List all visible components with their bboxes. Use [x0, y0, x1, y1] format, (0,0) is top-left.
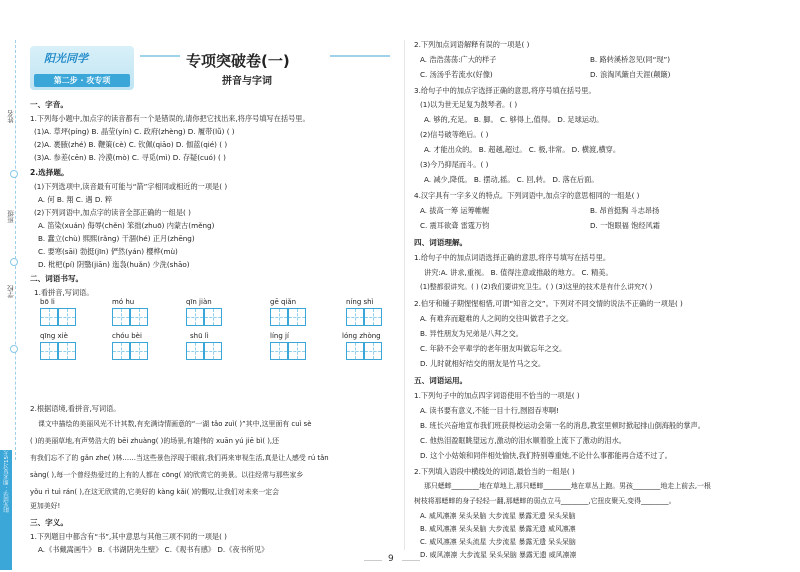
writing-box[interactable]: [270, 308, 288, 326]
class-field-label: 班级: [7, 210, 15, 223]
writing-box[interactable]: [58, 308, 76, 326]
option: D. 一饱眼福 饱经风霜: [590, 221, 660, 230]
definition-list: 讲究:A. 讲求,重视。 B. 值得注意或推敲的地方。 C. 精美。: [424, 268, 613, 277]
option: D. 这个小姑娘和同伴相处愉快,我们特别尊重她,不论什么事都能再合适不过了。: [420, 451, 672, 460]
question-text: 2.下列填入语段中横线处的词语,最恰当的一组是( ): [414, 467, 575, 476]
writing-box[interactable]: [346, 342, 364, 360]
option: A. 有难弃而避难的人之间的交往叫做君子之交。: [420, 314, 574, 323]
writing-box[interactable]: [364, 342, 382, 360]
page-number: 9: [388, 554, 394, 564]
writing-box[interactable]: [186, 342, 204, 360]
page-subtitle: 拼音与字词: [222, 76, 272, 87]
option: B. 威风凛凛 呆头呆脑 大步流星 暴露无遗 威风凛凛: [420, 525, 576, 533]
school-field-label: 学校: [7, 285, 15, 298]
question-row: (3)A. 参差(cēn) B. 冷漠(mò) C. 寻觅(mì) D. 存疑(cuó) ( ): [34, 153, 226, 162]
option: C. 他热泪盈眶眺望远方,激动的泪水顺着脸上流下了激动的泪水。: [420, 436, 626, 445]
brand-logo: 阳光同学: [44, 52, 88, 65]
option: D. 浪淘风簸自天涯(颠簸): [590, 70, 671, 79]
pinyin-label: bō li: [40, 298, 55, 306]
option: D. 威风凛凛 大步流星 呆头呆脑 暴露无遗 威风凛凛: [420, 551, 577, 559]
passage-line: 课文中描绘的美丽风光不计其数,有充满诗情画意的“一湖 tǎo zuì( )”其中,这里面有 cuì sè: [38, 420, 312, 428]
footer-rule: [402, 560, 420, 561]
question-row: C. 要寒(sāi) 勃挺(jīn) 俨然(yán) 樱桦(mù): [38, 247, 178, 256]
section-heading: 三、字义。: [30, 518, 68, 527]
footer-rule: [364, 560, 382, 561]
question-text: 1.下列句子中的加点四字词语使用不恰当的一项是( ): [414, 391, 580, 400]
writing-box[interactable]: [58, 342, 76, 360]
question-row: A. 笛染(xuán) 侮辱(chěn) 笨拙(zhuō) 内蒙古(měng): [38, 221, 215, 230]
passage-line: 有我们忘不了的 gǎn zhe( )林……当这些景色浮现于眼前,我们再来审视生活,真是让人感受 rú tǎn: [30, 454, 329, 462]
title-decoration: [330, 55, 390, 57]
option: C. 威风凛凛 呆头流星 大步流星 暴露无遗 呆头呆脑: [420, 538, 576, 546]
pinyin-label: qīn jiàn: [186, 298, 212, 306]
option: B. 昂首挺胸 斗志昂扬: [590, 206, 660, 215]
passage-line: 更加美好!: [30, 502, 61, 510]
title-decoration: [140, 55, 180, 57]
question-text: 1.看拼音,写词语。: [34, 288, 94, 297]
writing-box[interactable]: [288, 342, 306, 360]
writing-box[interactable]: [130, 342, 148, 360]
writing-box[interactable]: [346, 308, 364, 326]
binding-hole: [10, 258, 18, 266]
writing-box[interactable]: [112, 308, 130, 326]
question-options: A. 够的,充足。 B. 脚。 C. 够得上,值得。 D. 足球运动。: [424, 115, 604, 124]
option: A. 读书要有意义,不能一目十行,囫囵吞枣啊!: [420, 406, 559, 415]
sidebar-divider: [15, 40, 16, 460]
option: A. 浩浩荡荡:广大的样子: [420, 55, 497, 64]
binding-hole: [10, 345, 18, 353]
question-row: D. 枇杷(pí) 阴翳(jiān) 迤袅(huǎn) 少洗(shāo): [38, 260, 190, 269]
question-text: 4.汉字具有一字多义的特点。下列词语中,加点字的意思相同的一组是( ): [414, 191, 640, 200]
pinyin-label: níng shì: [346, 298, 374, 306]
writing-box[interactable]: [40, 342, 58, 360]
pinyin-label: líng jí: [270, 332, 289, 340]
pinyin-label: chóu bèi: [112, 332, 142, 340]
question-options: A. 才能出众的。 B. 超越,超过。 C. 极,非常。 D. 横渡,横穿。: [424, 145, 621, 154]
section-heading: 五、词语运用。: [414, 376, 468, 385]
sub-question: (3)今乃抑尾而斗。( ): [420, 160, 489, 169]
question-row: (1)A. 草坪(píng) B. 晶莹(yín) C. 政府(zhèng) D. 履带(lǚ) ( ): [34, 127, 235, 136]
passage-line: yǒu rì tuì rán( ),在这无欣赏的,它美好的 kàng kǎi( )的慨叹,让我们对未来一定会: [30, 488, 280, 496]
binding-hole: [10, 170, 18, 178]
option: C. 震耳欲聋 雷霆万钧: [420, 221, 490, 230]
pinyin-label: qīng xiè: [40, 332, 68, 340]
question-text: 1.下列每小题中,加点字的读音都有一个是错误的,请你把它找出来,将序号填写在括号里。: [30, 114, 310, 123]
option: C. 汤汤乎若流水(好像): [420, 70, 493, 79]
writing-box[interactable]: [288, 308, 306, 326]
option: B. 班长兴奋地宣布我们班获得校运动会第一名的消息,教室里顿时掀起排山倒海般的掌声。: [420, 421, 705, 430]
passage-line: 那只蟋蟀________地在草地上,那只蟋蟀________地在草丛上跑。男孩________地走上前去,一根: [424, 482, 711, 490]
pinyin-label: shū lì: [190, 332, 209, 340]
name-field-label: 姓名: [7, 110, 15, 123]
question-text: 2.根据语境,看拼音,写词语。: [30, 404, 121, 413]
question-text: 3.给句子中的加点字选择正确的意思,将序号填在括号里。: [414, 86, 596, 95]
page-title: 专项突破卷(一): [186, 52, 290, 70]
passage-line: sàng( ),每一个曾经热爱过的上有的人都在 cōng( )的欣赏它的美景。以往经常与那些家乡: [30, 471, 304, 479]
passage-line: 树枝将那蟋蟀的身子轻轻一翻,那蟋蟀的弱点立马________,它扭皮聚天,变得________。: [414, 497, 676, 505]
passage-line: ( )的美丽草地,有声势浩大的 bēi zhuàng( )的场景,有雄伟的 xuān yú jiē bì( ),还: [30, 437, 280, 445]
question-text: (1)下列选项中,读音最有可能与“箭”字相同或相近的一项是( ): [34, 182, 228, 191]
step-badge: 第二步 · 攻专项: [34, 74, 130, 87]
question-options: A.《书戴嵩画牛》 B.《书湖阴先生壁》 C.《观书有感》 D.《夜书所见》: [38, 545, 269, 554]
writing-box[interactable]: [204, 342, 222, 360]
pinyin-label: gē qiǎn: [270, 298, 297, 306]
option: C. 年龄不会平辈学的老年朋友叫做忘年之交。: [420, 344, 567, 353]
writing-box[interactable]: [364, 308, 382, 326]
option: D. 儿时就相好结交的朋友是竹马之交。: [420, 359, 546, 368]
option: B. 路转溪桥忽见(同“现”): [590, 55, 671, 64]
sub-question: (2)信号破等绝后。( ): [420, 130, 489, 139]
writing-box[interactable]: [270, 342, 288, 360]
section-heading: 2.选择题。: [30, 168, 69, 177]
question-text: 2.下列加点词语解释有误的一项是( ): [414, 40, 530, 49]
option: A. 威风凛凛 呆头呆脑 大步流星 暴露无遗 呆头呆脑: [420, 512, 576, 520]
question-text: 2.伯牙和锺子期惺惺相惜,可谓“知音之交”。下列对不同交情的说法不正确的一项是( ): [414, 299, 683, 308]
section-heading: 四、词语理解。: [414, 238, 468, 247]
question-text: 1.下列题目中都含有“书”,其中意思与其他三项不同的一项是( ): [30, 532, 227, 541]
pinyin-label: mó hu: [112, 298, 135, 306]
sub-question: (1)以为世无足复为鼓琴者。( ): [420, 100, 518, 109]
question-row: B. 蠢立(chù) 熙熙(rǎng) 干涸(hé) 正月(zhēng): [38, 234, 195, 243]
section-heading: 一、字音。: [30, 100, 68, 109]
question-options: A. 何 B. 翔 C. 遇 D. 粹: [38, 195, 113, 204]
writing-box[interactable]: [204, 308, 222, 326]
question-options: A. 减少,降低。 B. 摆动,摇。 C. 回,转。 D. 落在后面。: [424, 175, 599, 184]
question-row: (2)A. 裹腋(zhé) B. 鞭策(cè) C. 钦佩(qiāo) D. 伽蓝(qié) ( ): [34, 140, 228, 149]
pinyin-label: lóng zhòng: [342, 332, 381, 340]
question-text: 1.给句子中的加点词语选择正确的意思,将序号填写在括号里。: [414, 253, 611, 262]
section-heading: 二、词语书写。: [30, 274, 84, 283]
question-text: (2)下列词语中,加点字的读音全部正确的一组是( ): [34, 208, 191, 217]
writing-box[interactable]: [130, 308, 148, 326]
writing-box[interactable]: [112, 342, 130, 360]
column-divider: [404, 40, 405, 550]
writing-box[interactable]: [40, 308, 58, 326]
book-title: 阳光同学 · 期末复习15天冲刺100分 · 语文 RJ 六年级(上): [4, 372, 10, 513]
option: A. 拔高一筹 运筹帷幄: [420, 206, 490, 215]
option: B. 异性朋友为兄弟是八拜之交。: [420, 329, 523, 338]
sub-question: (1)整都很讲究。( ) (2)我们要讲究卫生。( ) (3)这里的技术是有什么讲究?( ): [420, 283, 653, 291]
writing-box[interactable]: [186, 308, 204, 326]
